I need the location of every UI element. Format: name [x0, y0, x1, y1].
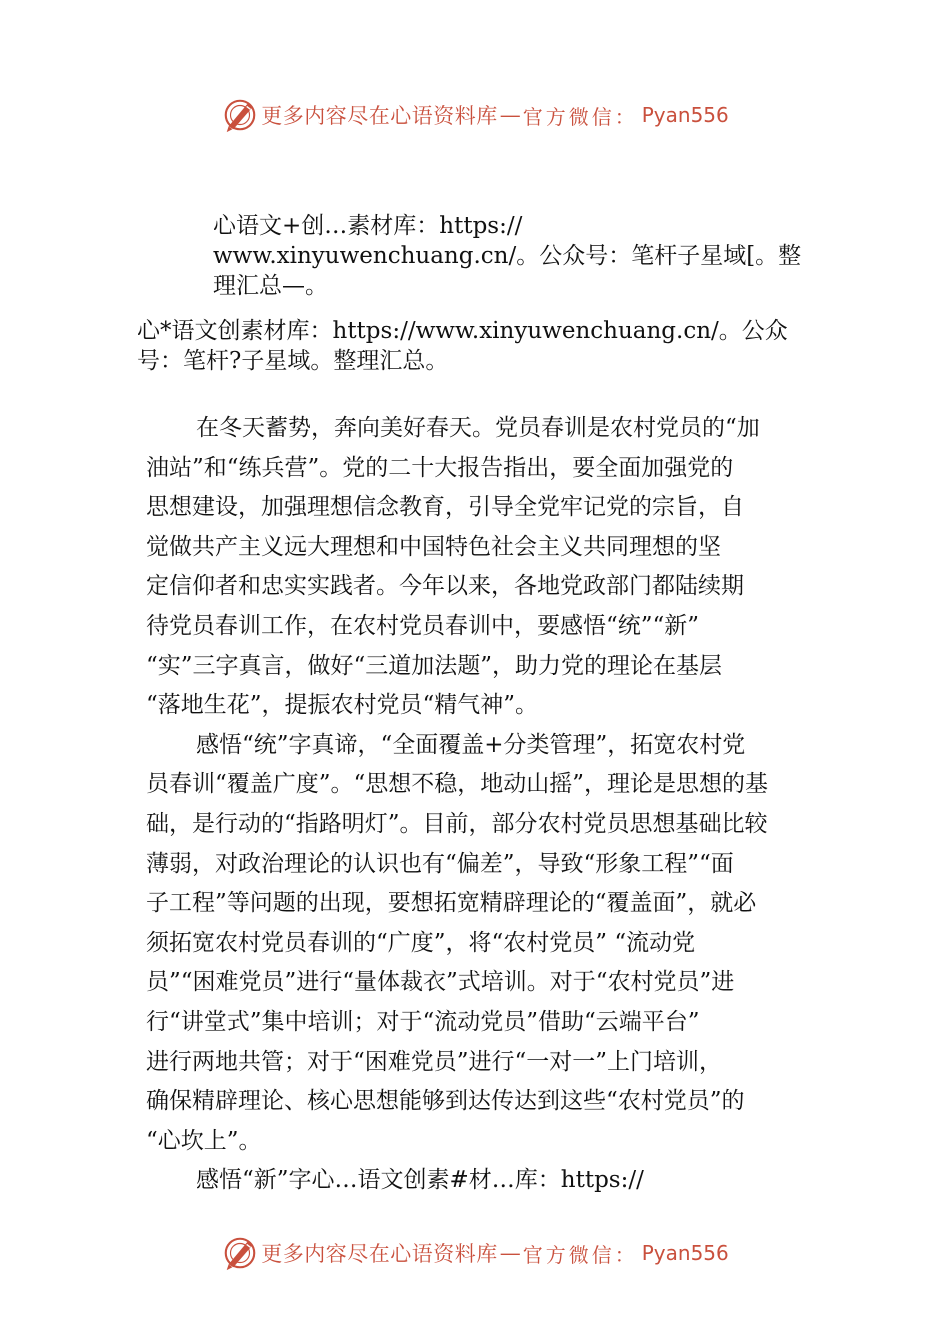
banner-text: 更多内容尽在心语资料库	[261, 104, 498, 128]
paragraph-line: 子工程”等问题的出现，要想拓宽精辟理论的“覆盖面”，就必	[146, 890, 757, 917]
banner-wechat-label: 官方微信：	[522, 104, 638, 129]
paragraph-line: 感悟“统”字真谛，“全面覆盖+分类管理”，拓宽农村党	[196, 731, 746, 758]
footer-banner	[0, 1233, 950, 1273]
pen-logo-icon	[221, 96, 259, 134]
paragraph-line: 员”“困难党员”进行“量体裁衣”式培训。对于“农村党员”进	[146, 969, 735, 996]
paragraph-line: 础，是行动的“指路明灯”。目前，部分农村党员思想基础比较	[146, 810, 768, 837]
banner-wechat-id: Pyan556	[641, 1241, 729, 1265]
paragraph-line: 行“讲堂式”集中培训；对于“流动党员”借助“云端平台”	[146, 1008, 700, 1035]
note-line: 心语文+创…素材库：https://	[213, 213, 523, 239]
banner-separator: —	[499, 103, 521, 127]
banner-separator: —	[499, 1241, 521, 1265]
paragraph-line: 员春训“覆盖广度”。“思想不稳，地动山摇”，理论是思想的基	[146, 771, 769, 798]
pen-logo-icon	[221, 1234, 259, 1272]
note-line: 理汇总—。	[213, 273, 328, 299]
article-body	[146, 409, 826, 1201]
paragraph-line: 待党员春训工作，在农村党员春训中，要感悟“统”“新”	[146, 612, 700, 639]
header-banner	[0, 95, 950, 135]
banner-wechat-id: Pyan556	[641, 103, 729, 127]
paragraph-line: 薄弱，对政治理论的认识也有“偏差”，导致“形象工程”“面	[146, 850, 734, 877]
paragraph-line: “落地生花”，提振农村党员“精气神”。	[146, 692, 539, 719]
paragraph-line: 油站”和“练兵营”。党的二十大报告指出，要全面加强党的	[146, 454, 734, 481]
paragraph-line: 进行两地共管；对于“困难党员”进行“一对一”上门培训，	[146, 1048, 723, 1075]
paragraph-line: 感悟“新”字心…语文创素#材…库：https://	[196, 1167, 644, 1194]
paragraph-line: “心坎上”。	[146, 1127, 262, 1154]
paragraph-line: 思想建设，加强理想信念教育，引导全党牢记党的宗旨，自	[146, 494, 744, 521]
paragraph-line: 须拓宽农村党员春训的“广度”，将“农村党员” “流动党	[146, 929, 696, 956]
source-note-indented	[213, 211, 801, 301]
banner-wechat-label: 官方微信：	[522, 1242, 638, 1267]
note-line: www.xinyuwenchuang.cn/。公众号：笔杆子星域[。整	[213, 243, 802, 269]
paragraph-line: 确保精辟理论、核心思想能够到达传达到这些“农村党员”的	[146, 1088, 745, 1115]
source-note	[137, 316, 788, 376]
note-line: 号：笔杆?子星域。整理汇总。	[137, 348, 449, 374]
paragraph-line: “实”三字真言，做好“三道加法题”，助力党的理论在基层	[146, 652, 723, 679]
note-line: 心*语文创素材库：https://www.xinyuwenchuang.cn/。公众	[137, 318, 788, 344]
paragraph-line: 在冬天蓄势，奔向美好春天。党员春训是农村党员的“加	[196, 415, 760, 441]
paragraph-line: 觉做共产主义远大理想和中国特色社会主义共同理想的坚	[146, 533, 721, 560]
banner-text: 更多内容尽在心语资料库	[261, 1242, 498, 1266]
paragraph-line: 定信仰者和忠实实践者。今年以来，各地党政部门都陆续期	[146, 573, 744, 600]
